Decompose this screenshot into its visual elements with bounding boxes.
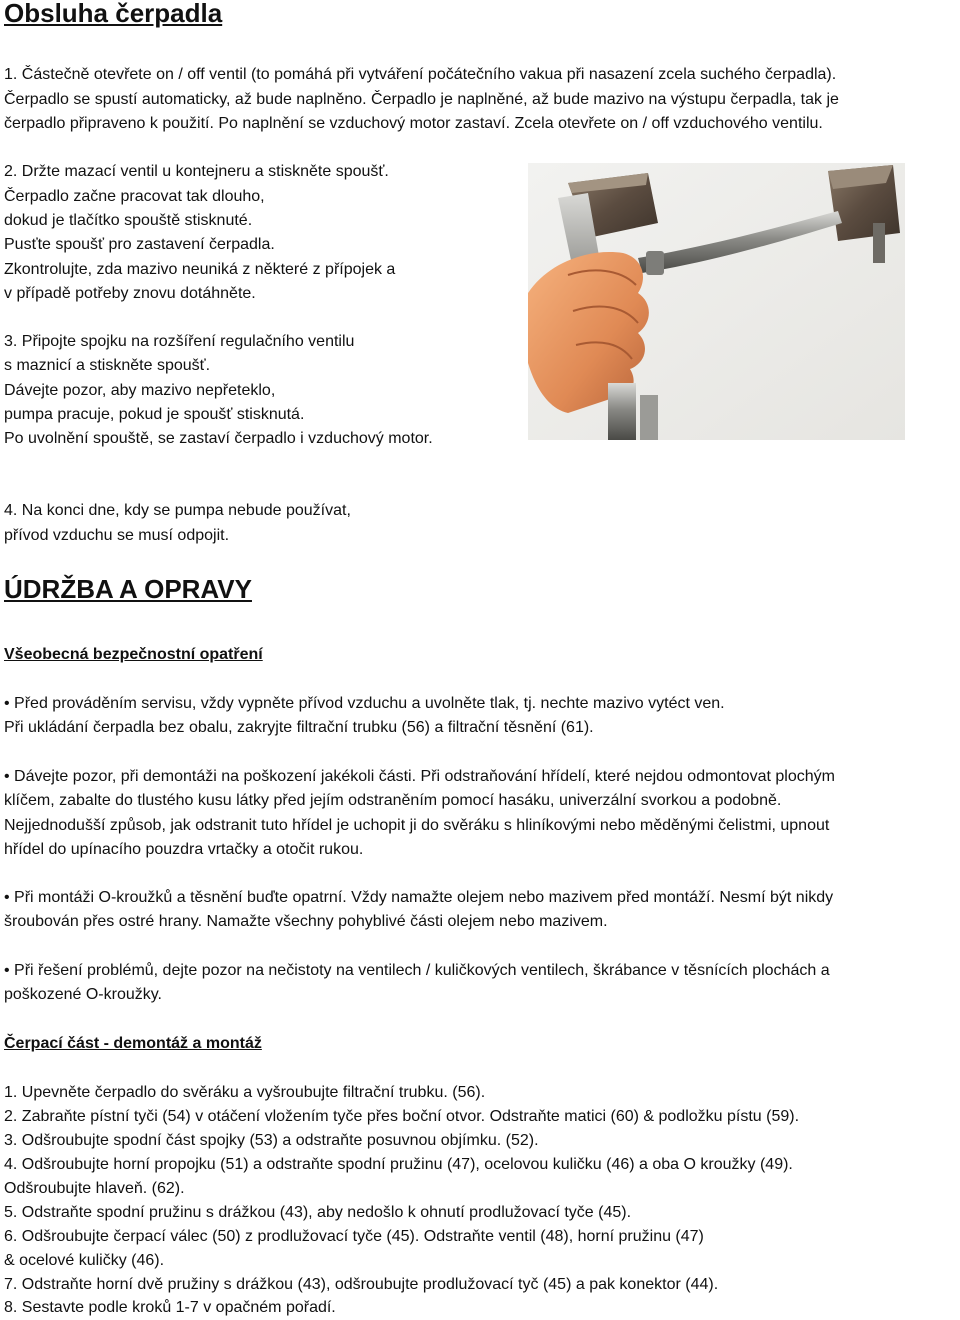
step3-line: pumpa pracuje, pokud je spoušť stisknutá. bbox=[4, 406, 305, 423]
pump-step: 3. Odšroubujte spodní část spojky (53) a odstraňte posuvnou objímku. (52). bbox=[4, 1132, 539, 1149]
bullet2-line: klíčem, zabalte do tlustého kusu látky před jejím odstraněním pomocí hasáku, univerzální svorkou a podobně. bbox=[4, 792, 782, 809]
pump-step: 7. Odstraňte horní dvě pružiny s drážkou (43), odšroubujte prodlužovací tyč (45) a pak konektor (44). bbox=[4, 1276, 719, 1293]
valve-stem bbox=[873, 223, 885, 263]
pump-step: 4. Odšroubujte horní propojku (51) a odstraňte spodní pružinu (47), ocelovou kuličku (46) a oba O kroužky (49). bbox=[4, 1156, 793, 1173]
bullet1-line: Při ukládání čerpadla bez obalu, zakryjte filtrační trubku (56) a filtrační těsnění (61). bbox=[4, 719, 594, 736]
section-title: ÚDRŽBA A OPRAVY bbox=[4, 574, 252, 604]
step3-line: Dávejte pozor, aby mazivo nepřeteklo, bbox=[4, 382, 276, 399]
safety-heading: Všeobecná bezpečnostní opatření bbox=[4, 646, 263, 663]
step3-line: s maznicí a stiskněte spoušť. bbox=[4, 357, 211, 374]
bullet1-line: • Před prováděním servisu, vždy vypněte přívod vzduchu a uvolněte tlak, tj. nechte mazivo vytéct ven. bbox=[4, 695, 725, 712]
pump-step: & ocelové kuličky (46). bbox=[4, 1252, 165, 1269]
pump-step: 8. Sestavte podle kroků 1-7 v opačném pořadí. bbox=[4, 1299, 336, 1316]
bullet2-line: hřídel do upínacího pouzdra vrtačky a otočit rukou. bbox=[4, 841, 364, 858]
step1-line: Čerpadlo se spustí automaticky, až bude naplněno. Čerpadlo je naplněné, až bude mazivo na výstupu čerpadla, tak je bbox=[4, 91, 839, 108]
step2-line: v případě potřeby znovu dotáhněte. bbox=[4, 285, 256, 302]
bullet4-line: poškozené O-kroužky. bbox=[4, 986, 162, 1003]
pump-step: 2. Zabraňte pístní tyči (54) v otáčení vložením tyče přes boční otvor. Odstraňte matici (60) & podložku pístu (59). bbox=[4, 1108, 800, 1125]
step4-line: přívod vzduchu se musí odpojit. bbox=[4, 527, 230, 544]
step1-line: 1. Částečně otevřete on / off ventil (to pomáhá při vytváření počátečního vakua při nasazení zcela suchého čerpadla). bbox=[4, 66, 837, 83]
pump-barrel bbox=[608, 383, 636, 440]
bullet4-line: • Při řešení problémů, dejte pozor na nečistoty na ventilech / kuličkových ventilech, škrábance v těsnících plochách a bbox=[4, 962, 830, 979]
step4-line: 4. Na konci dne, kdy se pumpa nebude používat, bbox=[4, 502, 351, 519]
step2-line: 2. Držte mazací ventil u kontejneru a stiskněte spoušť. bbox=[4, 163, 389, 180]
step2-line: Zkontrolujte, zda mazivo neuniká z některé z přípojek a bbox=[4, 261, 396, 278]
pump-tube bbox=[640, 395, 658, 440]
pump-step: Odšroubujte hlaveň. (62). bbox=[4, 1180, 185, 1197]
rod-nut bbox=[646, 251, 664, 275]
bullet2-line: Nejjednodušší způsob, jak odstranit tuto hřídel je uchopit ji do svěráku s hliníkovými nebo měděnými čelistmi, upnout bbox=[4, 817, 830, 834]
pump-step: 6. Odšroubujte čerpací válec (50) z prodlužovací tyče (45). Odstraňte ventil (48), horní pružinu (47) bbox=[4, 1228, 704, 1245]
pump-heading: Čerpací část - demontáž a montáž bbox=[4, 1035, 262, 1052]
step2-line: Čerpadlo začne pracovat tak dlouho, bbox=[4, 188, 265, 205]
step2-line: dokud je tlačítko spouště stisknuté. bbox=[4, 212, 253, 229]
grease-gun-photo bbox=[528, 163, 905, 440]
page-title: Obsluha čerpadla bbox=[4, 0, 223, 28]
pump-step: 1. Upevněte čerpadlo do svěráku a vyšroubujte filtrační trubku. (56). bbox=[4, 1084, 486, 1101]
bullet2-line: • Dávejte pozor, při demontáži na poškození jakékoli části. Při odstraňování hřídelí, které nejdou odmontovat plochým bbox=[4, 768, 835, 785]
step3-line: 3. Připojte spojku na rozšíření regulačního ventilu bbox=[4, 333, 355, 350]
bullet3-line: šroubován přes ostré hrany. Namažte všechny pohyblivé části olejem nebo mazivem. bbox=[4, 913, 608, 930]
step2-line: Pusťte spoušť pro zastavení čerpadla. bbox=[4, 236, 275, 253]
step3-line: Po uvolnění spouště, se zastaví čerpadlo i vzduchový motor. bbox=[4, 430, 433, 447]
step1-line: čerpadlo připraveno k použití. Po naplnění se vzduchový motor zastaví. Zcela otevřete on / off vzduchového ventilu. bbox=[4, 115, 823, 132]
bullet3-line: • Při montáži O-kroužků a těsnění buďte opatrní. Vždy namažte olejem nebo mazivem před montáží. Nesmí být nikdy bbox=[4, 889, 834, 906]
pump-step: 5. Odstraňte spodní pružinu s drážkou (43), aby nedošlo k ohnutí prodlužovací tyče (45). bbox=[4, 1204, 632, 1221]
